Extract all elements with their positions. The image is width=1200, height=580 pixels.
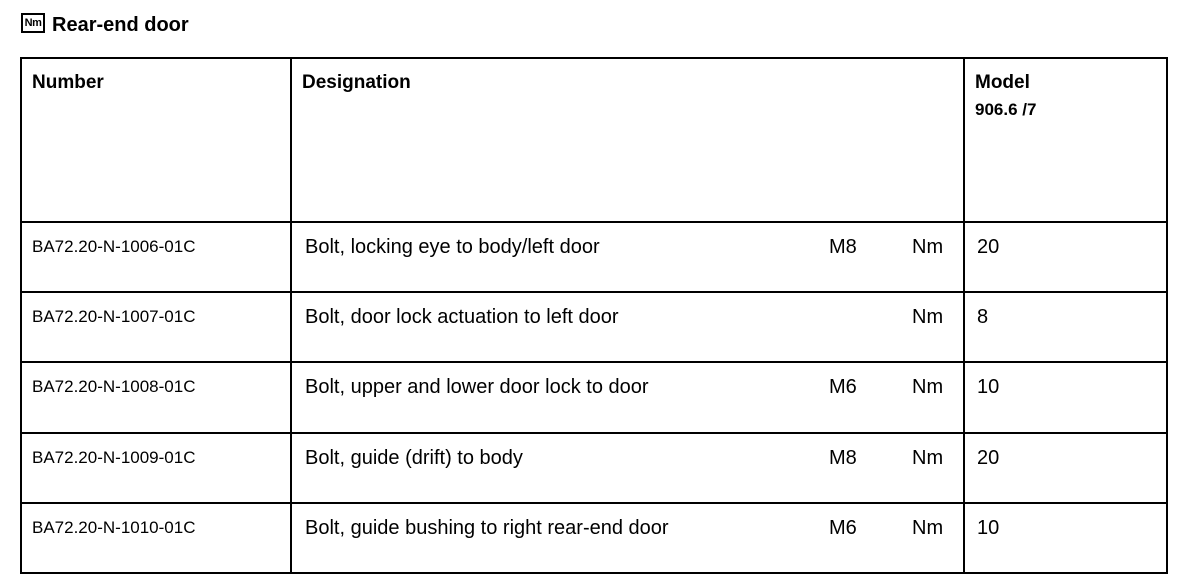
table-row — [21, 292, 1167, 362]
row-value: 10 — [964, 362, 1167, 433]
row-designation-cell — [291, 222, 964, 292]
row-value: 20 — [964, 222, 1167, 292]
row-designation: Bolt, locking eye to body/left door — [305, 236, 600, 258]
table-row — [21, 433, 1167, 503]
row-designation: Bolt, door lock actuation to left door — [305, 306, 619, 328]
header-model — [964, 58, 1167, 222]
row-designation-cell — [291, 433, 964, 503]
row-thread: M8 — [829, 236, 857, 258]
row-designation: Bolt, guide bushing to right rear-end door — [305, 517, 669, 539]
row-designation-cell — [291, 503, 964, 573]
row-thread: M6 — [829, 517, 857, 539]
table-header-row — [21, 58, 1167, 222]
row-unit: Nm — [912, 306, 944, 328]
row-number: BA72.20-N-1010-01C — [21, 503, 291, 573]
row-number: BA72.20-N-1007-01C — [21, 292, 291, 362]
row-unit: Nm — [912, 517, 944, 539]
page-title: Rear-end door — [52, 13, 189, 36]
row-designation: Bolt, upper and lower door lock to door — [305, 376, 649, 398]
torque-nm-icon: Nm — [21, 13, 45, 33]
row-designation-cell — [291, 362, 964, 433]
header-number: Number — [21, 58, 291, 222]
row-thread: M8 — [829, 447, 857, 469]
row-value: 20 — [964, 433, 1167, 503]
row-number: BA72.20-N-1006-01C — [21, 222, 291, 292]
table-row — [21, 503, 1167, 573]
row-designation: Bolt, guide (drift) to body — [305, 447, 523, 469]
row-value: 10 — [964, 503, 1167, 573]
row-unit: Nm — [912, 447, 944, 469]
table-row — [21, 362, 1167, 433]
page-header — [21, 12, 189, 38]
header-model-label: Model — [975, 72, 1030, 93]
row-value: 8 — [964, 292, 1167, 362]
row-number: BA72.20-N-1009-01C — [21, 433, 291, 503]
table-row — [21, 222, 1167, 292]
row-designation-cell — [291, 292, 964, 362]
row-unit: Nm — [912, 376, 944, 398]
row-unit: Nm — [912, 236, 944, 258]
row-number: BA72.20-N-1008-01C — [21, 362, 291, 433]
header-model-number: 906.6 /7 — [975, 100, 1037, 119]
header-designation: Designation — [291, 58, 964, 222]
torque-spec-table — [20, 57, 1168, 574]
row-thread: M6 — [829, 376, 857, 398]
